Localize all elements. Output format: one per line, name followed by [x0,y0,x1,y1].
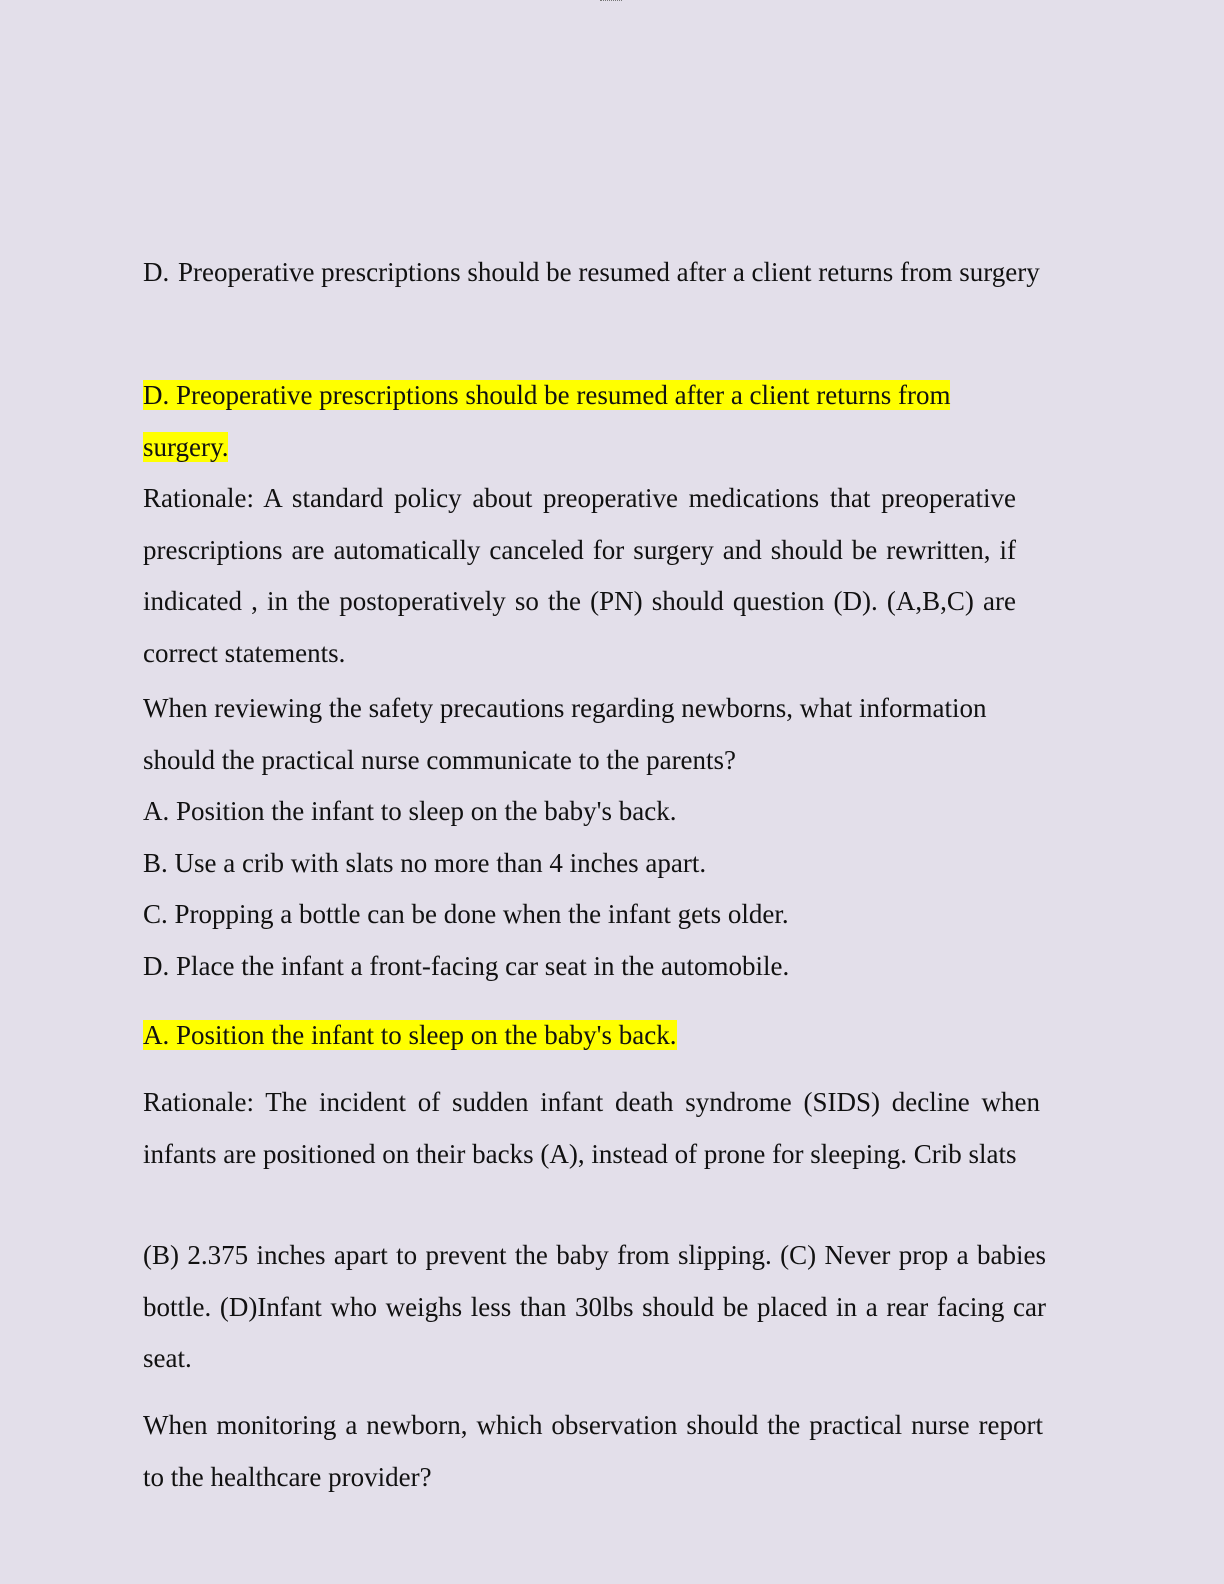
question-2-stem: When reviewing the safety precautions regarding newborns, what information should the practical nurse communicate to the parents? [143,693,987,775]
rationale-2-part-1: Rationale: The incident of sudden infant death syndrome (SIDS) decline when infants are positioned on their backs (A), instead of prone for sleeping. Crib slats [143,1087,1040,1169]
option-a: A. Position the infant to sleep on the baby's back. [143,796,677,826]
answer-1-line-1: D. Preoperative prescriptions should be resumed after a client returns from [143,380,951,410]
question-2-options [143,786,1053,992]
option-text: Preoperative prescriptions should be resumed after a client returns from surgery [178,257,1040,287]
answer-2 [143,1010,1053,1062]
question-3-stem: When monitoring a newborn, which observation should the practical nurse report to the healthcare provider? [143,1410,1043,1492]
option-d-prev [143,247,1053,299]
option-b: B. Use a crib with slats no more than 4 inches apart. [143,847,707,878]
option-d: D. Place the infant a front-facing car seat in the automobile. [143,950,790,981]
answer-1-line-2: surgery. [143,431,229,462]
option-c: C. Propping a bottle can be done when the infant gets older. [143,899,789,929]
page-header-mark [600,0,622,3]
rationale-2-part-2: (B) 2.375 inches apart to prevent the baby from slipping. (C) Never prop a babies bottle. (D)Infant who weighs less than 30lbs should be placed in a rear facing car seat. [143,1240,1046,1373]
option-letter: D. [143,257,170,287]
answer-1 [143,370,1053,473]
answer-2-text: A. Position the infant to sleep on the baby's back. [143,1020,677,1050]
rationale-1: Rationale: A standard policy about preoperative medications that preoperative prescriptions are automatically canceled for surgery and should be rewritten, if indicated , in the postoperatively so the (PN) should question (D). (A,B,C) are correct statements. [143,483,1016,668]
